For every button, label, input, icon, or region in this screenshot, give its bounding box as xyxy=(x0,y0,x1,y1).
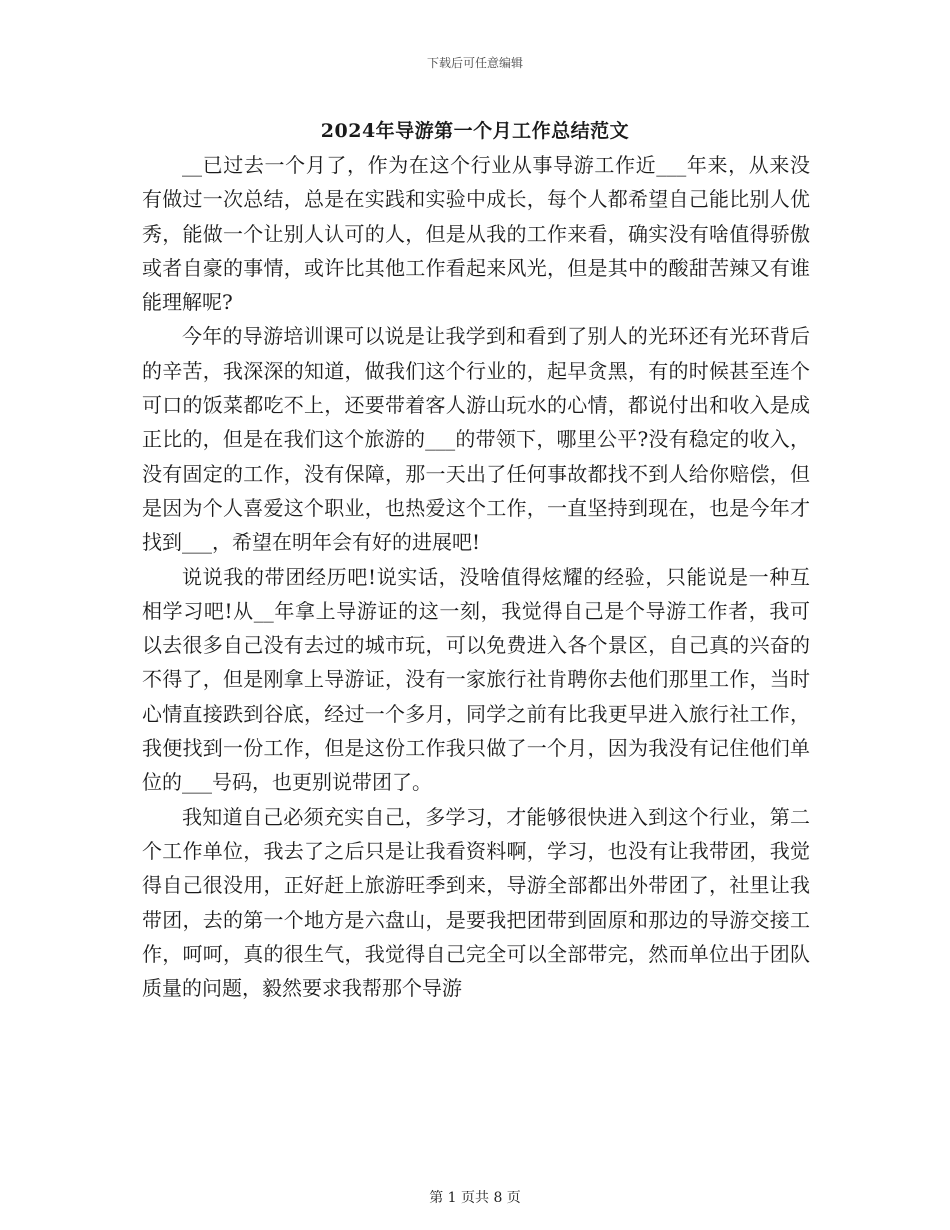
paragraph-4: 我知道自己必须充实自己，多学习，才能够很快进入到这个行业，第二个工作单位，我去了之后只是让我看资料啊，学习，也没有让我带团，我觉得自己很没用，正好赶上旅游旺季到来，导游全部都出外带团了，社里让我带团，去的第一个地方是六盘山，是要我把团带到固原和那边的导游交接工作，呵呵，真的很生气，我觉得自己完全可以全部带完，然而单位出于团队质量的问题，毅然要求我帮那个导游 xyxy=(142,804,810,1001)
paragraph-2: 今年的导游培训课可以说是让我学到和看到了别人的光环还有光环背后的辛苦，我深深的知道，做我们这个行业的，起早贪黑，有的时候甚至连个可口的饭菜都吃不上，还要带着客人游山玩水的心情，都说付出和收入是成正比的，但是在我们这个旅游的___的带领下，哪里公平?没有稳定的收入，没有固定的工作，没有保障，那一天出了任何事故都找不到人给你赔偿，但是因为个人喜爱这个职业，也热爱这个工作，一直坚持到现在，也是今年才找到___，希望在明年会有好的进展吧! xyxy=(142,324,810,555)
document-body xyxy=(142,148,810,1005)
page-number: 第 1 页共 8 页 xyxy=(429,1190,521,1206)
paragraph-1: __已过去一个月了，作为在这个行业从事导游工作近___年来，从来没有做过一次总结，总是在实践和实验中成长，每个人都希望自己能比别人优秀，能做一个让别人认可的人，但是从我的工作来看，确实没有啥值得骄傲或者自豪的事情，或许比其他工作看起来风光，但是其中的酸甜苦辣又有谁能理解呢? xyxy=(142,153,810,315)
page-header-note: 下载后可任意编辑 xyxy=(426,56,523,70)
document-title: 2024年导游第一个月工作总结范文 xyxy=(320,120,630,142)
paragraph-3: 说说我的带团经历吧!说实话，没啥值得炫耀的经验，只能说是一种互相学习吧!从__年拿上导游证的这一刻，我觉得自己是个导游工作者，我可以去很多自己没有去过的城市玩，可以免费进入各个景区，自己真的兴奋的不得了，但是刚拿上导游证，没有一家旅行社肯聘你去他们那里工作，当时心情直接跌到谷底，经过一个多月，同学之前有比我更早进入旅行社工作，我便找到一份工作，但是这份工作我只做了一个月，因为我没有记住他们单位的___号码，也更别说带团了。 xyxy=(142,564,810,795)
